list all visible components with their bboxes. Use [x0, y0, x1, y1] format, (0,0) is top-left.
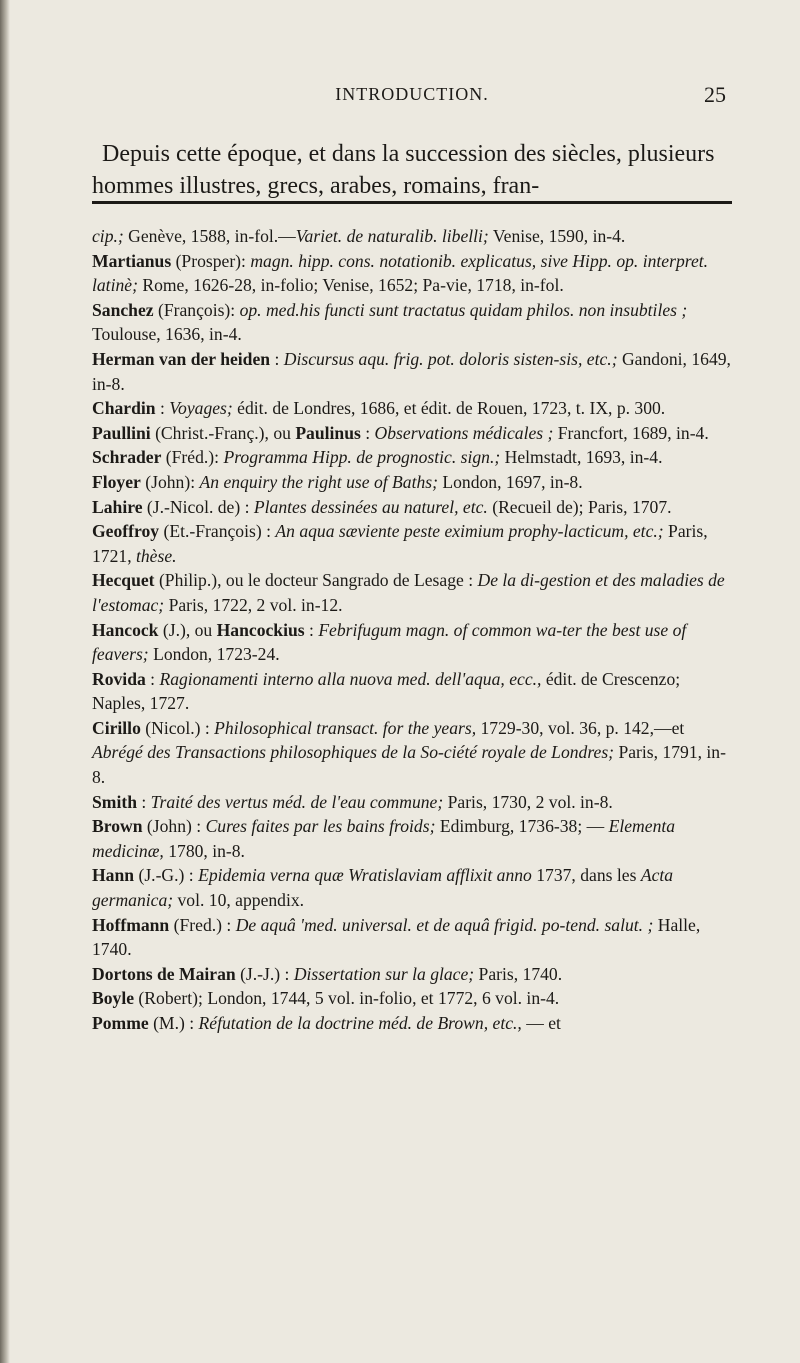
footnote-rule: [92, 201, 732, 204]
running-head: [92, 84, 732, 108]
entry-text: Paris, 1721,: [92, 521, 708, 566]
bibliography-entry: [92, 618, 732, 667]
author-name: Hancock: [92, 619, 159, 640]
author-name: Hoffmann: [92, 914, 170, 935]
bibliography-entry: [92, 716, 732, 790]
entry-text: (Recueil de); Paris, 1707.: [487, 496, 672, 517]
work-title: Discursus aqu. frig. pot. doloris sisten-sis, etc.;: [283, 348, 618, 369]
author-name: Schrader: [92, 447, 162, 468]
entry-text: Genève, 1588, in-fol.—: [123, 226, 296, 246]
entry-text: Helmstadt, 1693, in-4.: [500, 447, 663, 468]
entry-text: :: [136, 791, 151, 812]
entry-text: Venise, 1590, in-4.: [488, 226, 626, 246]
work-title: Observations médicales ;: [374, 422, 554, 443]
work-title: cip.;: [92, 226, 124, 246]
author-name: Martianus: [92, 250, 172, 271]
entry-text: Paris, 1791, in-8.: [92, 742, 726, 788]
body-paragraph: Depuis cette époque, et dans la succession des siècles, plusieurs hommes illustres, grecs, arabes, romains, fran-: [92, 141, 715, 199]
author-name: Pomme: [92, 1013, 149, 1033]
author-name: Herman van der heiden: [92, 348, 271, 369]
author-name: Hancockius: [216, 619, 305, 640]
author-name: Brown: [92, 816, 143, 837]
work-title: Acta germanica;: [92, 865, 674, 911]
entry-text: (Fred.) :: [169, 914, 236, 935]
author-name: Cirillo: [92, 717, 141, 738]
work-title: op. med.his functi sunt tractatus quidam philos. non insubtiles ;: [239, 299, 688, 320]
entry-text: Edimburg, 1736-38; —: [435, 816, 609, 837]
work-title: Abrégé des Transactions philosophiques de la So-ciété royale de Londres;: [92, 742, 615, 763]
entry-text: Francfort, 1689, in-4.: [553, 422, 709, 443]
entry-text: (Robert); London, 1744, 5 vol. in-folio, et 1772, 6 vol. in-4.: [134, 988, 560, 1009]
entry-text: vol. 10, appendix.: [173, 890, 305, 911]
author-name: Chardin: [92, 398, 156, 419]
entry-text: :: [360, 422, 375, 443]
entry-text: :: [270, 348, 284, 369]
work-title: Dissertation sur la glace;: [293, 963, 475, 984]
entry-text: (J.-G.) :: [134, 865, 199, 886]
entry-text: Gandoni, 1649, in-8.: [92, 348, 731, 394]
entry-text: Toulouse, 1636, in-4.: [92, 324, 242, 345]
author-name: Sanchez: [92, 299, 154, 320]
entry-text: Halle, 1740.: [92, 914, 701, 960]
entry-text: — et: [521, 1013, 561, 1033]
bibliography-entry: [92, 224, 732, 249]
entry-text: :: [155, 398, 170, 419]
work-title: Programma Hipp. de prognostic. sign.;: [223, 447, 501, 468]
author-name: Boyle: [92, 988, 135, 1009]
bibliography-entry: [92, 790, 732, 815]
work-title: Voyages;: [169, 398, 233, 419]
author-name: Hann: [92, 865, 135, 886]
entry-text: Paris, 1722, 2 vol. in-12.: [164, 594, 343, 615]
entry-text: Paris, 1740.: [474, 963, 563, 984]
entry-text: London, 1723-24.: [148, 644, 280, 665]
entry-text: (François):: [153, 299, 240, 320]
author-name: Lahire: [92, 496, 143, 517]
bibliography-entry: [92, 495, 732, 520]
bibliography-entry: [92, 298, 732, 347]
entry-text: édit. de Londres, 1686, et édit. de Rouen, 1723, t. IX, p. 300.: [232, 398, 666, 419]
author-name: Dortons de Mairan: [92, 963, 236, 984]
entry-text: :: [145, 668, 160, 689]
entry-text: (M.) :: [148, 1013, 199, 1033]
entry-text: (J.), ou: [158, 619, 217, 640]
entry-text: Rome, 1626-28, in-folio; Venise, 1652; Pa-vie, 1718, in-fol.: [137, 275, 564, 296]
work-title: An aqua sæviente peste eximium prophy-lacticum, etc.;: [275, 521, 664, 542]
work-title: An enquiry the right use of Baths;: [199, 471, 438, 492]
bibliography-entry: [92, 667, 732, 716]
entry-text: 1780, in-8.: [163, 840, 245, 861]
bibliography-entry: [92, 962, 732, 987]
author-name: Geoffroy: [92, 521, 160, 542]
work-title: Epidemia verna quæ Wratislaviam afflixit anno: [198, 865, 532, 886]
author-name: Paullini: [92, 422, 151, 443]
work-title: Elementa medicinæ,: [92, 816, 676, 861]
bibliography-entry: [92, 519, 732, 568]
work-title: Febrifugum magn. of common wa-ter the best use of feavers;: [92, 619, 687, 665]
bibliography-entry: [92, 913, 732, 962]
work-title: Traité des vertus méd. de l'eau commune;: [150, 791, 444, 812]
bibliography-entry: [92, 445, 732, 470]
entry-text: Paris, 1730, 2 vol. in-8.: [443, 791, 613, 812]
work-title: Philosophical transact. for the years,: [214, 717, 477, 738]
running-title: INTRODUCTION.: [335, 84, 489, 104]
work-title: De aquâ 'med. universal. et de aquâ frigid. po-tend. salut. ;: [235, 914, 654, 935]
bibliography-entry: [92, 814, 732, 863]
work-title: thèse.: [135, 545, 177, 566]
entry-text: 1737, dans les: [531, 865, 641, 886]
author-name: Hecquet: [92, 570, 155, 591]
bibliography-entry: [92, 249, 732, 298]
bibliography-entry: [92, 347, 732, 396]
bibliography-entry: [92, 568, 732, 617]
work-title: Réfutation de la doctrine méd. de Brown, etc.,: [198, 1013, 522, 1033]
entry-text: :: [304, 619, 319, 640]
work-title: Plantes dessinées au naturel, etc.: [253, 496, 488, 517]
entry-text: (Christ.-Franç.), ou: [150, 422, 296, 443]
work-title: De la di-gestion et des maladies de l'estomac;: [92, 570, 725, 615]
bibliography-entry: [92, 986, 732, 1011]
bibliography-entry: [92, 863, 732, 912]
entry-text: (John):: [140, 471, 200, 492]
entry-text: (John) :: [142, 816, 206, 837]
entry-text: (Et.-François) :: [159, 521, 276, 542]
entry-text: édit. de Crescenzo; Naples, 1727.: [92, 668, 681, 714]
entry-text: (Fréd.):: [161, 447, 224, 468]
bibliography-entry: [92, 421, 732, 446]
work-title: Cures faites par les bains froids;: [205, 816, 436, 837]
bibliography-entry: [92, 396, 732, 421]
entry-text: (Philip.), ou le docteur Sangrado de Lesage :: [154, 570, 478, 591]
entry-text: (J.-J.) :: [235, 963, 294, 984]
work-title: magn. hipp. cons. notationib. explicatus, sive Hipp. op. interpret. latinè;: [92, 250, 709, 296]
entry-text: (J.-Nicol. de) :: [142, 496, 254, 517]
binding-edge: [0, 0, 10, 1363]
entry-text: (Prosper):: [171, 250, 251, 271]
author-name: Paulinus: [295, 422, 361, 443]
work-title: Variet. de naturalib. libelli;: [295, 226, 489, 246]
bibliography-entry: [92, 1011, 732, 1036]
work-title: Ragionamenti interno alla nuova med. dell'aqua, ecc.,: [159, 668, 542, 689]
author-name: Smith: [92, 791, 137, 812]
author-name: Rovida: [92, 668, 146, 689]
entry-text: (Nicol.) :: [140, 717, 215, 738]
page-number: 25: [704, 82, 726, 107]
bibliography-notes: [92, 224, 732, 1036]
bibliography-entry: [92, 470, 732, 495]
author-name: Floyer: [92, 471, 141, 492]
entry-text: London, 1697, in-8.: [437, 471, 583, 492]
entry-text: 1729-30, vol. 36, p. 142,—et: [476, 717, 685, 738]
